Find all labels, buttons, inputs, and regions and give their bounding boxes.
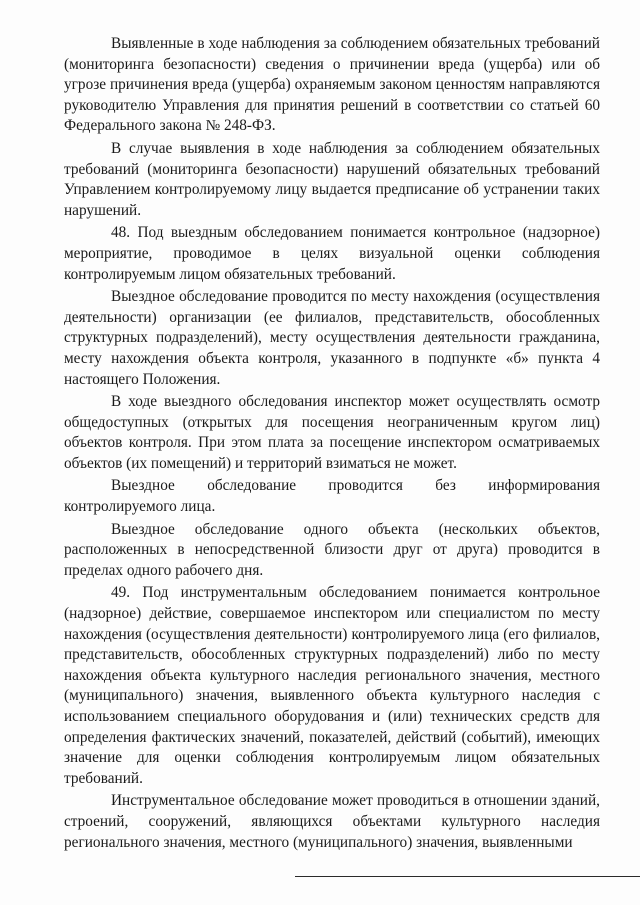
paragraph-field-inspection-location: Выездное обследование проводится по месту нахождения (осуществления деятельности) организации (ее филиалов, представительств, обособленных структурных подразделений), месту осуществления деятельности гражданина, месту нахождения объекта контроля, указанного в подпункте «б» пункта 4 настоящего Положения.: [64, 288, 600, 388]
paragraph-48-field-inspection: 48. Под выездным обследованием понимается контрольное (надзорное) мероприятие, проводимое в целях визуальной оценки соблюдения контролируемым лицом обязательных требований.: [64, 224, 600, 283]
paragraph-no-notification: Выездное обследование проводится без информирования контролируемого лица.: [64, 477, 600, 516]
paragraph-violation-order: В случае выявления в ходе наблюдения за соблюдением обязательных требований (мониторинга безопасности) нарушений обязательных требований Управлением контролируемому лицу выдается предписание об устранении таких нарушений.: [64, 139, 600, 219]
paragraph-public-objects: В ходе выездного обследования инспектор может осуществлять осмотр общедоступных (открытых для посещения неограниченным кругом лиц) объектов контроля. При этом плата за посещение инспектором осматриваемых объектов (их помещений) и территорий взиматься не может.: [64, 393, 600, 472]
paragraph-one-working-day: Выездное обследование одного объекта (нескольких объектов, расположенных в непосредственной близости друг от друга) проводится в пределах одного рабочего дня.: [64, 520, 600, 579]
document-body: [64, 34, 600, 853]
paragraph-49-instrumental-inspection: 49. Под инструментальным обследованием понимается контрольное (надзорное) действие, совершаемое инспектором или специалистом по месту нахождения (осуществления деятельности) контролируемого лица (его филиалов, представительств, обособленных структурных подразделений) либо по месту нахождения объекта культурного наследия регионального значения, местного (муниципального) значения, выявленного объекта культурного наследия с использованием специального оборудования и (или) технических средств для определения фактических значений, показателей, действий (событий), имеющих значение для оценки соблюдения контролируемым лицом обязательных требований.: [64, 584, 600, 787]
paragraph-monitoring-harm: Выявленные в ходе наблюдения за соблюдением обязательных требований (мониторинга безопасности) сведения о причинении вреда (ущерба) или об угрозе причинения вреда (ущерба) охраняемым законом ценностям направляются руководителю Управления для принятия решений в соответствии со статьей 60 Федерального закона № 248-ФЗ.: [64, 35, 600, 135]
footer-rule: [295, 876, 640, 877]
paragraph-instrumental-scope: Инструментальное обследование может проводиться в отношении зданий, строений, сооружений, являющихся объектами культурного наследия регионального значения, местного (муниципального) значения, выявленными: [64, 792, 600, 851]
